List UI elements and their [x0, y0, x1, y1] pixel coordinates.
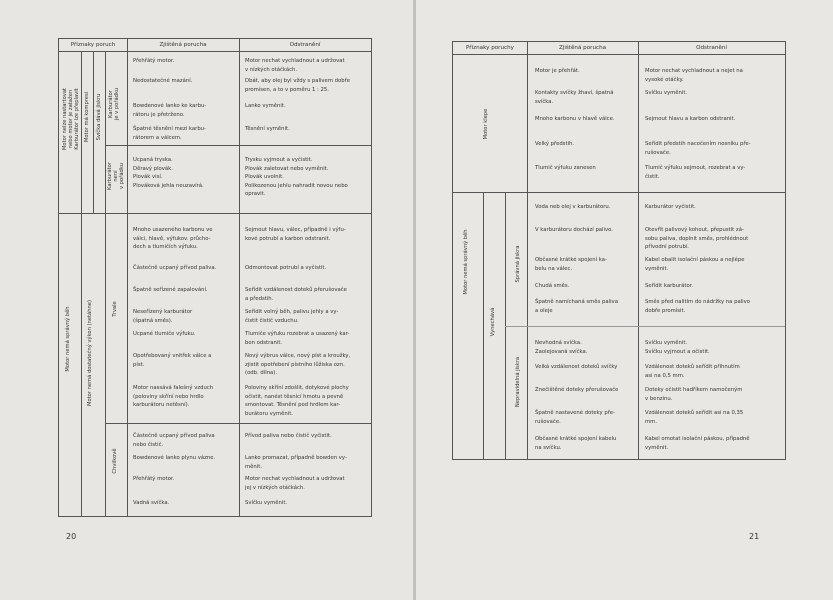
left-cause-9: Neseřízený karburátor (špatná směs).: [133, 309, 193, 324]
right-label-knock: Motor klepe: [483, 108, 489, 140]
left-cause-15: Přehřátý motor.: [133, 476, 175, 482]
left-fix-15: Motor nechat vychladnout a udržovat jej v nízkých otáčkách.: [245, 476, 345, 491]
left-cause-2: Nedostatečné mazání.: [133, 78, 193, 84]
left-cause-10: Ucpané tlumiče výfuku.: [133, 331, 196, 337]
left-label-spark: Svíčka dává jiskru: [96, 93, 102, 141]
left-header-fault: Zjištěná porucha: [127, 39, 239, 52]
right-page: [416, 0, 833, 600]
right-cause-12: Velká vzdálenost doteků svíčky: [535, 364, 618, 370]
right-cause-1: Motor je přehřát.: [535, 68, 580, 74]
left-cause-1: Přehřátý motor.: [133, 58, 175, 64]
left-fix-6: Sejmout hlavu, válec, případně i výfu- kové potrubí a karbon odstranit.: [245, 227, 346, 242]
left-fix-16: Svíčku vyměnit.: [245, 500, 288, 506]
left-page: [0, 0, 414, 600]
left-table: [58, 38, 372, 517]
left-divider-sym3: [105, 51, 106, 213]
right-fix-12: Vzdálenost doteků seřídit přihnutím asi na 0,5 mm.: [645, 364, 740, 379]
left-rule-3: [105, 423, 371, 424]
right-fix-2: Svíčku vyměnit.: [645, 90, 688, 96]
right-label-good-spark: Správná jiskra: [515, 245, 521, 283]
left-divider-sym1: [81, 51, 82, 516]
left-cause-11: Opotřebovaný vnitřek válce a píst.: [133, 353, 212, 368]
left-label-compression: Motor má kompresi: [84, 91, 90, 143]
left-divider-fix: [239, 39, 240, 516]
right-cause-15: Občasné krátké spojení kabelu na svíčku.: [535, 436, 617, 451]
right-rule-2: [505, 326, 785, 327]
left-label-carb-ok: Karburátor je v pořádku: [108, 87, 120, 121]
right-fix-7: Otevřít palivový kohout, přepustit zá- sobu paliva, doplnit směs, prohlédnout přívodní potrubí.: [645, 227, 749, 250]
left-divider-sym4: [105, 213, 106, 516]
left-cause-16: Vadná svíčka.: [133, 500, 170, 506]
left-fix-11: Nový výbrus válce, nový píst a kroužky, zjistit opotřebení pístního lůžiska ozn. (odb. dílna).: [245, 353, 351, 376]
right-cause-5: Tlumič výfuku zanesen: [535, 165, 596, 171]
right-fix-5: Tlumič výfuku sejmout, rozebrat a vy- čistit.: [645, 165, 746, 180]
left-fix-3: Lanko vyměnit.: [245, 103, 286, 109]
right-fix-6: Karburátor vyčistit.: [645, 204, 696, 210]
right-cause-11: Nevhodná svíčka. Zaolejovaná svíčka.: [535, 340, 588, 355]
left-fix-10: Tlumiče výfuku rozebrat a usazený kar- bon odstranit.: [245, 331, 350, 346]
right-cause-2: Kontakty svíčky žhaví, špatná svíčka.: [535, 90, 614, 105]
left-cause-4: Špatné těsnění mezi karbu- rátorem a válcem.: [133, 126, 206, 141]
right-table: [452, 41, 786, 460]
left-fix-5: Trysku vyjmout a vyčistit. Plovák zaletovat nebo vyměnit. Plovák uvolnit. Polikozenou jehlu nahradit novou nebo opravit.: [245, 157, 348, 197]
right-fix-10: Směs před nalitím do nádržky na palivo dobře promísit.: [645, 299, 751, 314]
left-fix-8: Seřídit vzdálenost doteků přerušovače a předstih.: [245, 287, 347, 302]
left-rule-2: [59, 213, 371, 214]
left-header-fix: Odstranění: [239, 39, 371, 52]
left-cause-8: Špatně seřízené zapalování.: [133, 287, 208, 293]
right-fix-15: Kabel omotat isolační páskou, případně vyměnit.: [645, 436, 750, 451]
left-cause-14: Bowdenové lanko plynu vázne.: [133, 455, 216, 461]
right-fix-1: Motor nechat vychladnout a nejet na vysoké otáčky.: [645, 68, 743, 83]
right-header-fault: Zjištěná porucha: [527, 42, 638, 55]
right-divider-fault: [527, 42, 528, 459]
left-cause-13: Částečně ucpaný přívod paliva nebo čistič.: [133, 433, 215, 448]
left-fix-7: Odmontovat potrubí a vyčistit.: [245, 265, 327, 271]
right-page-number: 21: [749, 532, 760, 541]
left-fix-13: Přívod paliva nebo čistič vyčistit.: [245, 433, 332, 439]
right-divider-sym1: [483, 192, 484, 459]
right-fix-3: Sejmout hlavu a karbon odstranit.: [645, 116, 736, 122]
right-divider-fix: [638, 42, 639, 459]
right-fix-9: Seřídit karburátor.: [645, 283, 694, 289]
right-header-symptoms: Příznaky poruchy: [453, 42, 527, 55]
left-fix-12: Poloviny skříní zdošlit, dotykové plochy očistit, nanést těsnící hmotu a pevně smontovat. Těsnění pod hrdlem kar- burátoru vyměnit.: [245, 385, 349, 417]
left-page-number: 20: [66, 532, 77, 541]
left-divider-sym2: [93, 51, 94, 213]
right-cause-13: Znečištěné doteky přerušovače: [535, 387, 619, 393]
left-divider-fault: [127, 39, 128, 516]
right-label-bad-run: Motor nemá správný běh: [463, 229, 469, 295]
left-header-symptoms: Příznaky poruch: [59, 39, 127, 52]
left-fix-2: Dbát, aby olej byl vždy s palivem dobře promísen, a to v poměru 1 : 25.: [245, 78, 350, 93]
left-label-momentary: Chvilkově: [112, 448, 118, 474]
right-label-irregular-spark: Nepravidelná jiskra: [515, 356, 521, 408]
left-label-low-power: Motor nemá dostatečný výkon (netáhne): [87, 299, 93, 407]
right-fix-14: Vzdálenost doteků seřídit asi na 0,35 mm.: [645, 410, 744, 425]
right-fix-4: Seřídit předstih nacočením nosníku pře- rušovače.: [645, 141, 751, 156]
left-rule-1: [105, 145, 371, 146]
right-cause-10: Špatně namíchaná směs paliva a oleje: [535, 299, 618, 314]
right-rule-1: [453, 192, 785, 193]
left-fix-1: Motor nechat vychladnout a udržovat v nízkých otáčkách.: [245, 58, 345, 73]
left-label-permanent: Trvale: [112, 301, 118, 317]
left-fix-9: Seřídit volný běh, palivu jehly a vy- čistit čistič vzduchu.: [245, 309, 339, 324]
left-label-carb-bad: Karburátor není v pořádku: [107, 162, 125, 190]
left-cause-7: Částečně ucpaný přívod paliva.: [133, 265, 217, 271]
left-label-bad-run: Motor nemá správný běh: [65, 306, 71, 372]
left-cause-6: Mnoho usazeného karbonu ve válci, hlavě, výfukov. průcho- dech a tlumičích výfuku.: [133, 227, 213, 250]
right-cause-4: Velký předstih.: [535, 141, 575, 147]
left-fix-4: Těsnění vyměnit.: [245, 126, 290, 132]
left-cause-3: Bowdenové lanko ke karbu- rátoru je přetrženo.: [133, 103, 207, 118]
right-cause-7: V karburátoru dochází palivo.: [535, 227, 613, 233]
right-fix-13: Doteky očistit hadříkem namočeným v benzinu.: [645, 387, 743, 402]
left-label-no-start: Motor nelze nastartovat nebo motor je zatažen Karburátor lze přeplavit: [62, 87, 80, 151]
right-label-misfire: Vynechává: [490, 307, 496, 337]
right-cause-9: Chudá směs.: [535, 283, 570, 289]
right-cause-3: Mnoho karbonu v hlavě válce.: [535, 116, 615, 122]
left-cause-12: Motor nassává falešný vzduch (poloviny skříní nebo hrdlo karburátoru netěsní).: [133, 385, 214, 408]
right-header-fix: Odstranění: [638, 42, 785, 55]
left-fix-14: Lanko promazat, případně bowden vy- měnit.: [245, 455, 347, 470]
right-cause-6: Voda neb olej v karburátoru.: [535, 204, 611, 210]
right-fix-11: Svíčku vyměnit. Svíčku vyjmout a očistit.: [645, 340, 710, 355]
right-fix-8: Kabel obalit isolační páskou a nejlépe vyměnit.: [645, 257, 745, 272]
right-cause-8: Občasné krátké spojení ka- belu na válec.: [535, 257, 607, 272]
right-cause-14: Špatně nastavené doteky pře- rušovače.: [535, 410, 615, 425]
left-cause-5: Ucpaná tryska. Děravý plovák. Plovák visí. Plováková jehla neuzavírá.: [133, 157, 204, 189]
